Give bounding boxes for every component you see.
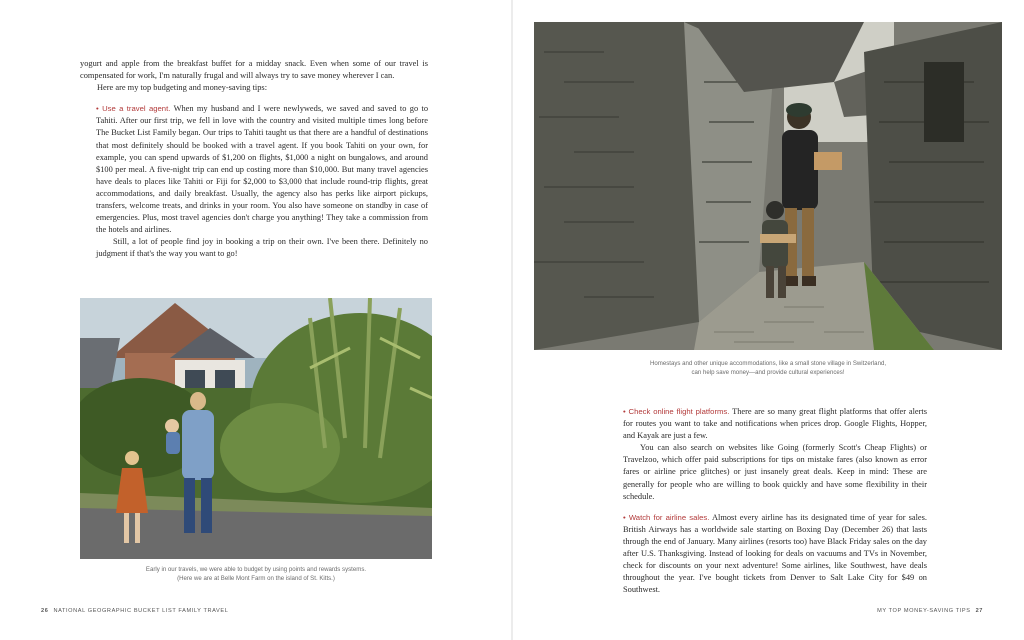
- right-page-text: [607, 406, 927, 596]
- running-head-left: NATIONAL GEOGRAPHIC BUCKET LIST FAMILY TRAVEL: [53, 608, 229, 614]
- tip-travel-agent: [80, 103, 428, 260]
- photo-family-walking: [80, 298, 432, 559]
- page-number-right: 27: [975, 608, 983, 614]
- photo-village-illustration: [534, 22, 1002, 350]
- tip-lead: • Check online flight platforms.: [623, 407, 730, 416]
- tip-text: Almost every airline has its designated time of year for sales. British Airways has a worldwide sale starting on Boxing Day (December 26) that lasts through the end of January. Many airlines (resorts too) have Black Friday sales on the day after U.S. Thanksgiving. Instead of looking for deals on vacuums and TVs in November, check for discounts on your next adventure! Some airlines, like Southwest, have deals throughout the year. I've bought tickets from Denver to Salt Lake City for $49 on Southwest.: [623, 512, 927, 595]
- left-page-text: [80, 58, 428, 261]
- paragraph-intro: yogurt and apple from the breakfast buffet for a midday snack. Even when some of our travel is compensated for work, I'm naturally frugal and will always try to save money wherever I can.: [80, 59, 428, 81]
- tip-text: There are so many great flight platforms that offer alerts for routes you want to take and notifications when prices drop. Google Flights, Hopper, and Kayak are just a few.: [623, 407, 927, 441]
- tip-lead: • Watch for airline sales.: [623, 512, 710, 522]
- left-photo-caption: [80, 565, 432, 583]
- right-photo-caption: [534, 359, 1002, 377]
- photo-stone-village: [534, 22, 1002, 350]
- page-number-left: 26: [41, 608, 49, 614]
- running-head-right: MY TOP MONEY-SAVING TIPS: [877, 608, 971, 614]
- caption-line-1: Homestays and other unique accommodations, like a small stone village in Switzerland,: [649, 360, 887, 367]
- tip-airline-sales: [607, 512, 927, 597]
- caption-line-2: (Here we are at Belle Mont Farm on the island of St. Kitts.): [177, 575, 335, 582]
- tip-followup: You can also search on websites like Going (formerly Scott's Cheap Flights) or Travelzoo, which offer paid subscriptions for tips on mistake fares (also known as error fares or airline price glitches) or just insanely great deals. Keep in mind: These are generally for people who are willing to book quickly and have some flexibility in their schedule.: [623, 443, 927, 501]
- tip-followup: Still, a lot of people find joy in booking a trip on their own. I've been there. Definitely no judgment if that's the way you want to go!: [96, 237, 428, 259]
- paragraph-tips-heading: Here are my top budgeting and money-saving tips:: [97, 83, 268, 93]
- photo-family-illustration: [80, 298, 432, 559]
- tip-flight-platforms: [607, 406, 927, 503]
- tip-lead: • Use a travel agent.: [96, 104, 171, 114]
- right-folio: [877, 608, 988, 614]
- caption-line-1: Early in our travels, we were able to budget by using points and rewards systems.: [145, 566, 367, 573]
- left-folio: [36, 608, 228, 614]
- tip-text: When my husband and I were newlyweds, we saved and saved to go to Tahiti. After our first trip, we fell in love with the country and visited multiple times long before The Bucket List Family began. Our trips to Tahiti taught us that there are a handful of destinations that most definitely should be booked with a travel agent. If you book Tahiti on your own, for example, you can spend upwards of $1,200 on flights, $1,000 a night on bungalows, and around $100 per meal. A five-night trip can end up costing more than $10,000. But many travel agencies have deals to places like Tahiti or Fiji for $2,000 to $3,000 that include round-trip flights, great accommodations, and daily breakfast. Usually, the agency also has perks like airport pickups, transfers, welcome treats, and drinks in your room. You also have someone on standby in case of emergencies. Plus, most travel agencies don't charge you anything! They take a commission from the hotels and airlines.: [96, 104, 429, 235]
- caption-line-2: can help save money—and provide cultural experiences!: [691, 369, 845, 376]
